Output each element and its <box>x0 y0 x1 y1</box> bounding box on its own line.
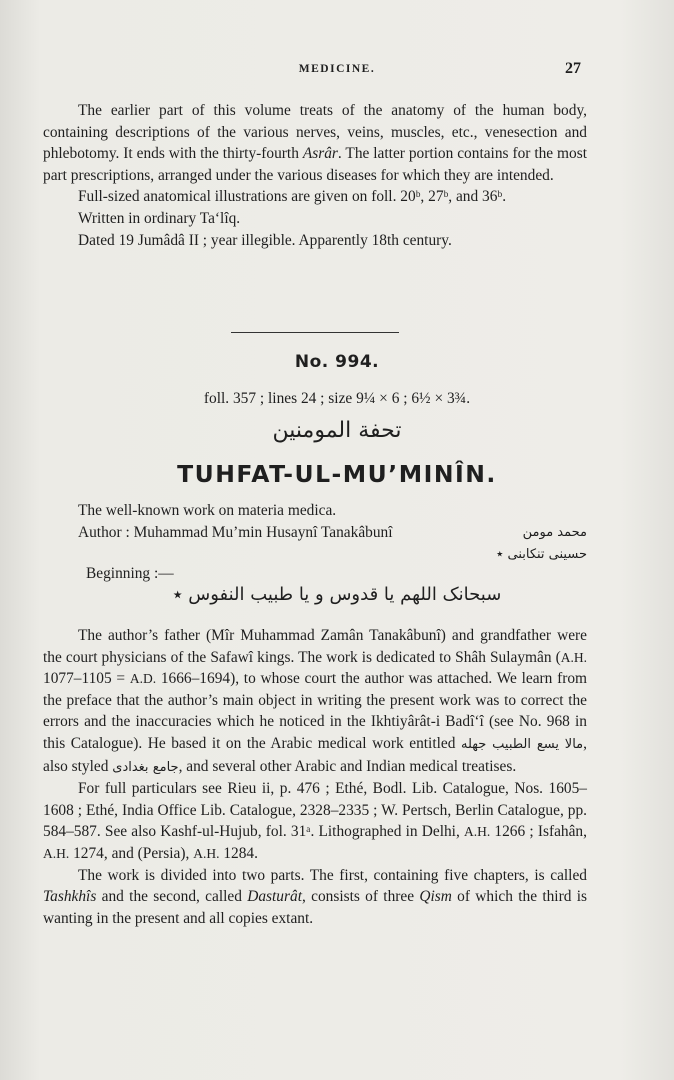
beginning-arabic: سبحانک اللهم یا قدوس و یا طبیب النفوس ٭ <box>172 584 502 605</box>
page-header <box>0 60 674 83</box>
era-abbrev: A.H. <box>560 649 587 665</box>
italic-term: Tashkhîs <box>43 888 97 906</box>
paragraph: Dated 19 Jumâdâ II ; year illegible. Apparently 18th century. <box>78 231 452 249</box>
author-label: Author : Muhammad Mu’min Husaynî Tanakâbunî <box>78 524 393 541</box>
previous-entry-text <box>43 100 587 251</box>
text-run: , also styled <box>43 734 587 775</box>
paragraph: Written in ordinary Ta‘lîq. <box>78 209 241 227</box>
work-title: TUHFAT-UL-MU’MINÎN. <box>177 460 497 488</box>
arabic-title: تحفة المومنين <box>272 418 402 443</box>
text-run: 1077–1105 = <box>43 670 130 688</box>
paragraph: Full-sized anatomical illustrations are given on foll. 20ᵇ, 27ᵇ, and 36ᵇ. <box>78 188 507 206</box>
text-run: 1266 ; Isfahân, <box>490 823 587 841</box>
italic-term: Dasturât <box>247 888 302 906</box>
text-run: 1666–1694), to whose court the author was attached. We learn from the preface that the author’s main object in writing the present work was to correct the errors and the inaccuracies which he noticed in the Ikhtiyârât-i Badî‘î (see No. 968 in this Catalogue). He based it on the Arabic medical work entitled <box>43 670 588 752</box>
running-title: MEDICINE. <box>298 63 376 75</box>
arabic-work-alt-title: جامع بغدادی <box>112 759 179 775</box>
text-run: The author’s father (Mîr Muhammad Zamân Tanakâbunî) and grandfather were the court physicians of the Safawî kings. The work is dedicated to Shâh Sulaymân ( <box>43 627 587 666</box>
text-run: , and several other Arabic and Indian medical treatises. <box>178 757 517 775</box>
paragraph <box>43 100 587 186</box>
entry-meta: foll. 357 ; lines 24 ; size 9¼ × 6 ; 6½ × 3¾. <box>203 390 471 407</box>
arabic-work-title: مالا یسع الطبیب جهله <box>460 736 584 752</box>
text-run: For full particulars see Rieu ii, p. 476 ; Ethé, Bodl. Lib. Catalogue, Nos. 1605–1608 ; Ethé, India Office Lib. Catalogue, 2328–2335 ; W. Pertsch, Berlin Catalogue, pp. 584–587. See also Kashf-ul-Hujub, fol. 31ᵃ. Lithographed in Delhi, <box>43 780 587 841</box>
section-divider <box>231 332 399 333</box>
era-abbrev: A.H. <box>463 824 491 840</box>
text-run: The earlier part of this volume treats of the anatomy of the human body, containing descriptions of the various nerves, veins, muscles, etc., venesection and phlebotomy. It ends with the thirty-fourth <box>43 102 587 163</box>
text-run: 1274, and (Persia), <box>69 844 190 862</box>
text-run: 1284. <box>219 844 258 862</box>
page-number: 27 <box>565 60 581 77</box>
italic-term: Asrâr <box>302 145 338 163</box>
era-abbrev: A.H. <box>193 845 220 861</box>
italic-term: Qism <box>419 888 452 906</box>
text-run: , consists of three <box>301 888 415 906</box>
beginning-label: Beginning :— <box>86 565 174 582</box>
text-run: . The latter portion contains for the most part prescriptions, arranged under the various diseases for which they are intended. <box>43 145 587 184</box>
era-abbrev: A.H. <box>43 845 70 861</box>
paragraph <box>43 778 587 864</box>
text-run: The work is divided into two parts. The first, containing five chapters, is called <box>78 866 587 884</box>
paragraph <box>43 865 587 930</box>
text-run: of which the third is wanting in the present and all copies extant. <box>43 888 587 927</box>
era-abbrev: A.D. <box>129 671 157 687</box>
entry-number: No. 994. <box>294 352 380 372</box>
author-arabic-name: محمد مومن <box>522 525 587 540</box>
entry-body <box>43 625 587 929</box>
text-run: and the second, called <box>96 888 242 906</box>
paragraph <box>43 625 587 778</box>
author-arabic-nisba: حسینی تنکابنی ٭ <box>496 547 587 562</box>
description-block <box>43 500 587 522</box>
author-line <box>43 522 587 562</box>
description: The well-known work on materia medica. <box>78 502 337 519</box>
